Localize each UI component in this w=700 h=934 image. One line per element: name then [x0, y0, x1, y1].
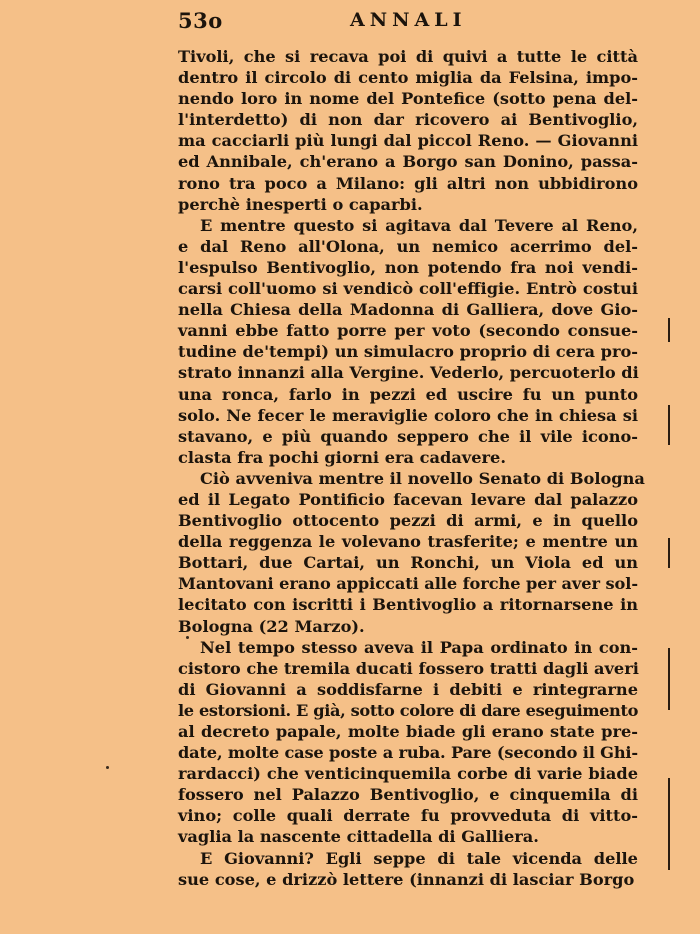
text-line: tudine de'tempi) un simulacro proprio di cera pro-	[178, 342, 638, 362]
text-line: ma cacciarli più lungi dal piccol Reno. — Giovanni	[178, 131, 638, 151]
running-head: ANNALI	[350, 9, 467, 31]
text-line: al decreto papale, molte biade gli erano state pre-	[178, 722, 638, 741]
margin-mark	[668, 538, 670, 568]
text-line: nella Chiesa della Madonna di Galliera, dove Gio-	[178, 300, 638, 320]
text-line: E mentre questo si agitava dal Tevere al Reno,	[200, 215, 638, 235]
text-line: lecitato con iscritti i Bentivoglio a ritornarsene in	[178, 595, 638, 615]
text-line: l'espulso Bentivoglio, non potendo fra noi vendi-	[178, 257, 638, 277]
text-line: perchè inesperti o caparbi.	[178, 194, 423, 214]
text-line: Bentivoglio ottocento pezzi di armi, e in quello	[178, 511, 638, 531]
text-line: e dal Reno all'Olona, un nemico acerrimo del-	[178, 236, 638, 256]
text-line: Bottari, due Cartai, un Ronchi, un Viola ed un	[178, 553, 638, 573]
text-line: solo. Ne fecer le meraviglie coloro che in chiesa si	[178, 405, 638, 425]
margin-mark	[668, 405, 670, 445]
margin-mark	[668, 648, 670, 710]
margin-mark	[668, 318, 670, 342]
text-line: rono tra poco a Milano: gli altri non ubbidirono	[178, 173, 638, 193]
text-line: della reggenza le volevano trasferite; e mentre un	[178, 532, 638, 552]
text-line: stavano, e più quando seppero che il vile icono-	[178, 426, 638, 446]
text-line: strato innanzi alla Vergine. Vederlo, percuoterlo di	[178, 363, 639, 383]
text-line: cistoro che tremila ducati fossero tratti dagli averi	[178, 658, 639, 678]
text-line: vanni ebbe fatto porre per voto (secondo consue-	[178, 321, 638, 341]
text-line: nendo loro in nome del Pontefice (sotto pena del-	[178, 89, 638, 109]
text-line: sue cose, e drizzò lettere (innanzi di lasciar Borgo	[178, 869, 635, 889]
text-line: Nel tempo stesso aveva il Papa ordinato in con-	[200, 637, 638, 657]
text-line: Bologna (22 Marzo).	[178, 616, 365, 636]
page-header	[178, 8, 638, 38]
page-number: 53o	[178, 8, 223, 33]
text-line: l'interdetto) di non dar ricovero ai Bentivoglio,	[178, 110, 638, 130]
text-line: E Giovanni? Egli seppe di tale vicenda delle	[200, 848, 638, 868]
text-line: rardacci) che venticinquemila corbe di varie biade	[178, 764, 638, 784]
text-line: Mantovani erano appiccati alle forche per aver sol-	[178, 574, 638, 594]
paper-speck	[106, 766, 109, 769]
text-line: ed Annibale, ch'erano a Borgo san Donino, passa-	[178, 152, 638, 172]
text-line: clasta fra pochi giorni era cadavere.	[178, 447, 506, 467]
text-line: una ronca, farlo in pezzi ed uscire fu un punto	[178, 384, 638, 404]
text-line: le estorsioni. E già, sotto colore di dare eseguimento	[178, 700, 638, 720]
text-line: Tivoli, che si recava poi di quivi a tutte le città	[178, 47, 638, 66]
text-line: Ciò avveniva mentre il novello Senato di Bologna	[200, 468, 645, 488]
text-line: di Giovanni a soddisfarne i debiti e rintegrarne	[178, 679, 638, 699]
margin-mark	[668, 778, 670, 870]
text-line: vino; colle quali derrate fu provveduta di vitto-	[178, 806, 638, 826]
text-line: ed il Legato Pontificio facevan levare dal palazzo	[178, 489, 638, 509]
body-text	[178, 46, 645, 890]
paper-speck	[186, 636, 189, 639]
text-line: vaglia la nascente cittadella di Galliera.	[178, 827, 539, 847]
text-line: dentro il circolo di cento miglia da Felsina, impo-	[178, 68, 638, 88]
text-line: carsi coll'uomo si vendicò coll'effigie. Entrò costui	[178, 279, 638, 299]
text-line: fossero nel Palazzo Bentivoglio, e cinquemila di	[178, 785, 638, 805]
text-line: date, molte case poste a ruba. Pare (secondo il Ghi-	[178, 743, 638, 763]
